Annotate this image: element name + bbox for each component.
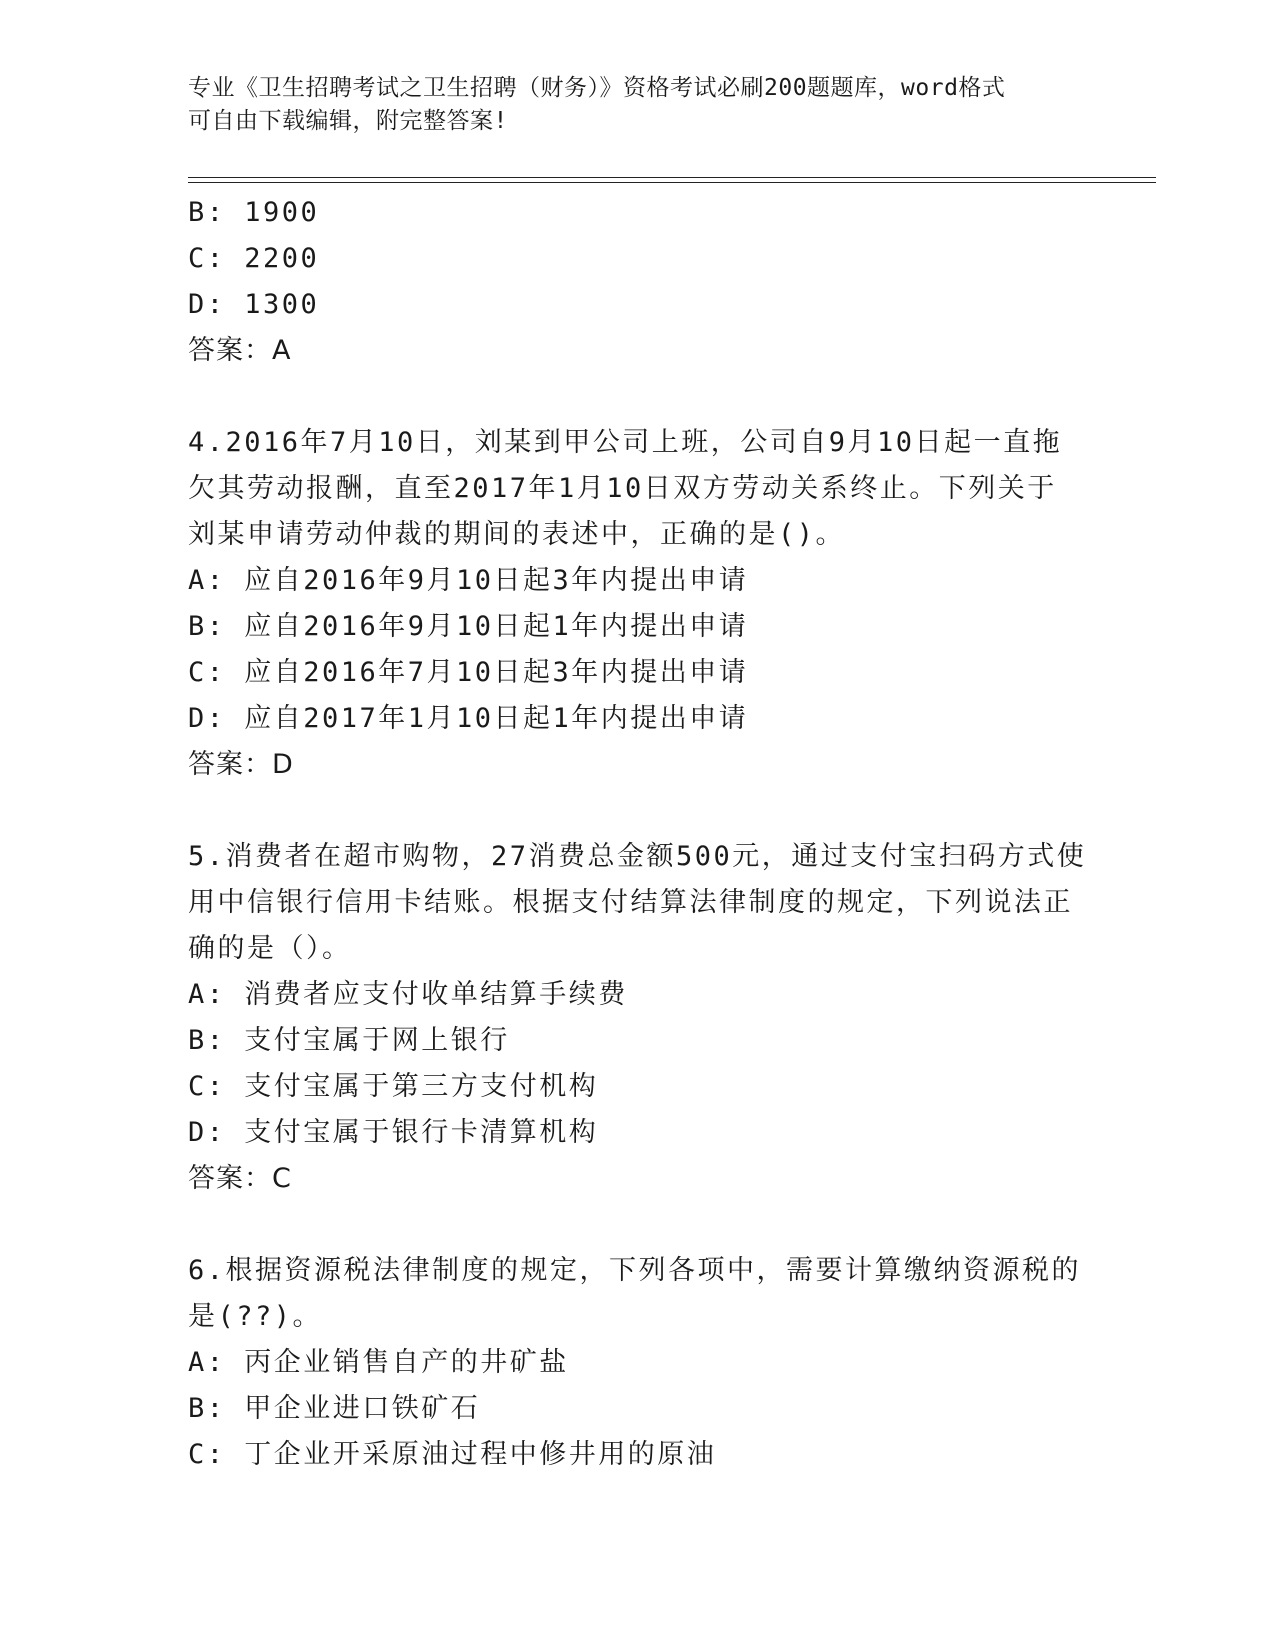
option-b: B: 支付宝属于网上银行: [188, 1025, 510, 1056]
question-text-line: 刘某申请劳动仲裁的期间的表述中，正确的是()。: [188, 519, 846, 550]
question-text-line: 确的是（）。: [188, 933, 352, 964]
option-b: B: 应自2016年9月10日起1年内提出申请: [188, 611, 749, 642]
question-4: [188, 420, 1068, 788]
option-a: A: 消费者应支付收单结算手续费: [188, 979, 628, 1010]
question-text-line: 欠其劳动报酬，直至2017年1月10日双方劳动关系终止。下列关于: [188, 473, 1057, 504]
header-line-1: 专业《卫生招聘考试之卫生招聘（财务）》资格考试必刷200题题库，word格式: [188, 75, 1006, 101]
question-6: [188, 1248, 1082, 1478]
question-text-line: 6.根据资源税法律制度的规定，下列各项中，需要计算缴纳资源税的: [188, 1255, 1082, 1286]
option-d: D: 应自2017年1月10日起1年内提出申请: [188, 703, 749, 734]
option-a: A: 应自2016年9月10日起3年内提出申请: [188, 565, 749, 596]
question-text-line: 是(??)。: [188, 1301, 323, 1332]
answer-line: 答案：D: [188, 749, 294, 780]
option-c: C: 支付宝属于第三方支付机构: [188, 1071, 599, 1102]
answer-line: 答案：C: [188, 1163, 292, 1194]
option-c: C: 应自2016年7月10日起3年内提出申请: [188, 657, 749, 688]
question-text-line: 4.2016年7月10日，刘某到甲公司上班，公司自9月10日起一直拖: [188, 427, 1063, 458]
spacer: [188, 788, 1068, 834]
header-line-2: 可自由下载编辑，附完整答案!: [188, 108, 508, 134]
option-c: C: 丁企业开采原油过程中修井用的原油: [188, 1439, 717, 1470]
option-b: B: 甲企业进口铁矿石: [188, 1393, 481, 1424]
question-text-line: 5.消费者在超市购物，27消费总金额500元，通过支付宝扫码方式使: [188, 841, 1087, 872]
document-body: [188, 190, 1087, 1478]
option-a: A: 丙企业销售自产的井矿盐: [188, 1347, 569, 1378]
option-c: C: 2200: [188, 243, 320, 274]
option-b: B: 1900: [188, 197, 320, 228]
answer-line: 答案：A: [188, 335, 292, 366]
question-5: [188, 834, 1087, 1202]
option-d: D: 1300: [188, 289, 320, 320]
header-divider-bottom: [188, 182, 1156, 183]
option-d: D: 支付宝属于银行卡清算机构: [188, 1117, 599, 1148]
previous-question-tail: [188, 190, 1068, 374]
spacer: [188, 1202, 1068, 1248]
question-text-line: 用中信银行信用卡结账。根据支付结算法律制度的规定，下列说法正: [188, 887, 1073, 918]
document-header: [188, 72, 1068, 138]
spacer: [188, 374, 1068, 420]
header-divider-top: [188, 177, 1156, 178]
